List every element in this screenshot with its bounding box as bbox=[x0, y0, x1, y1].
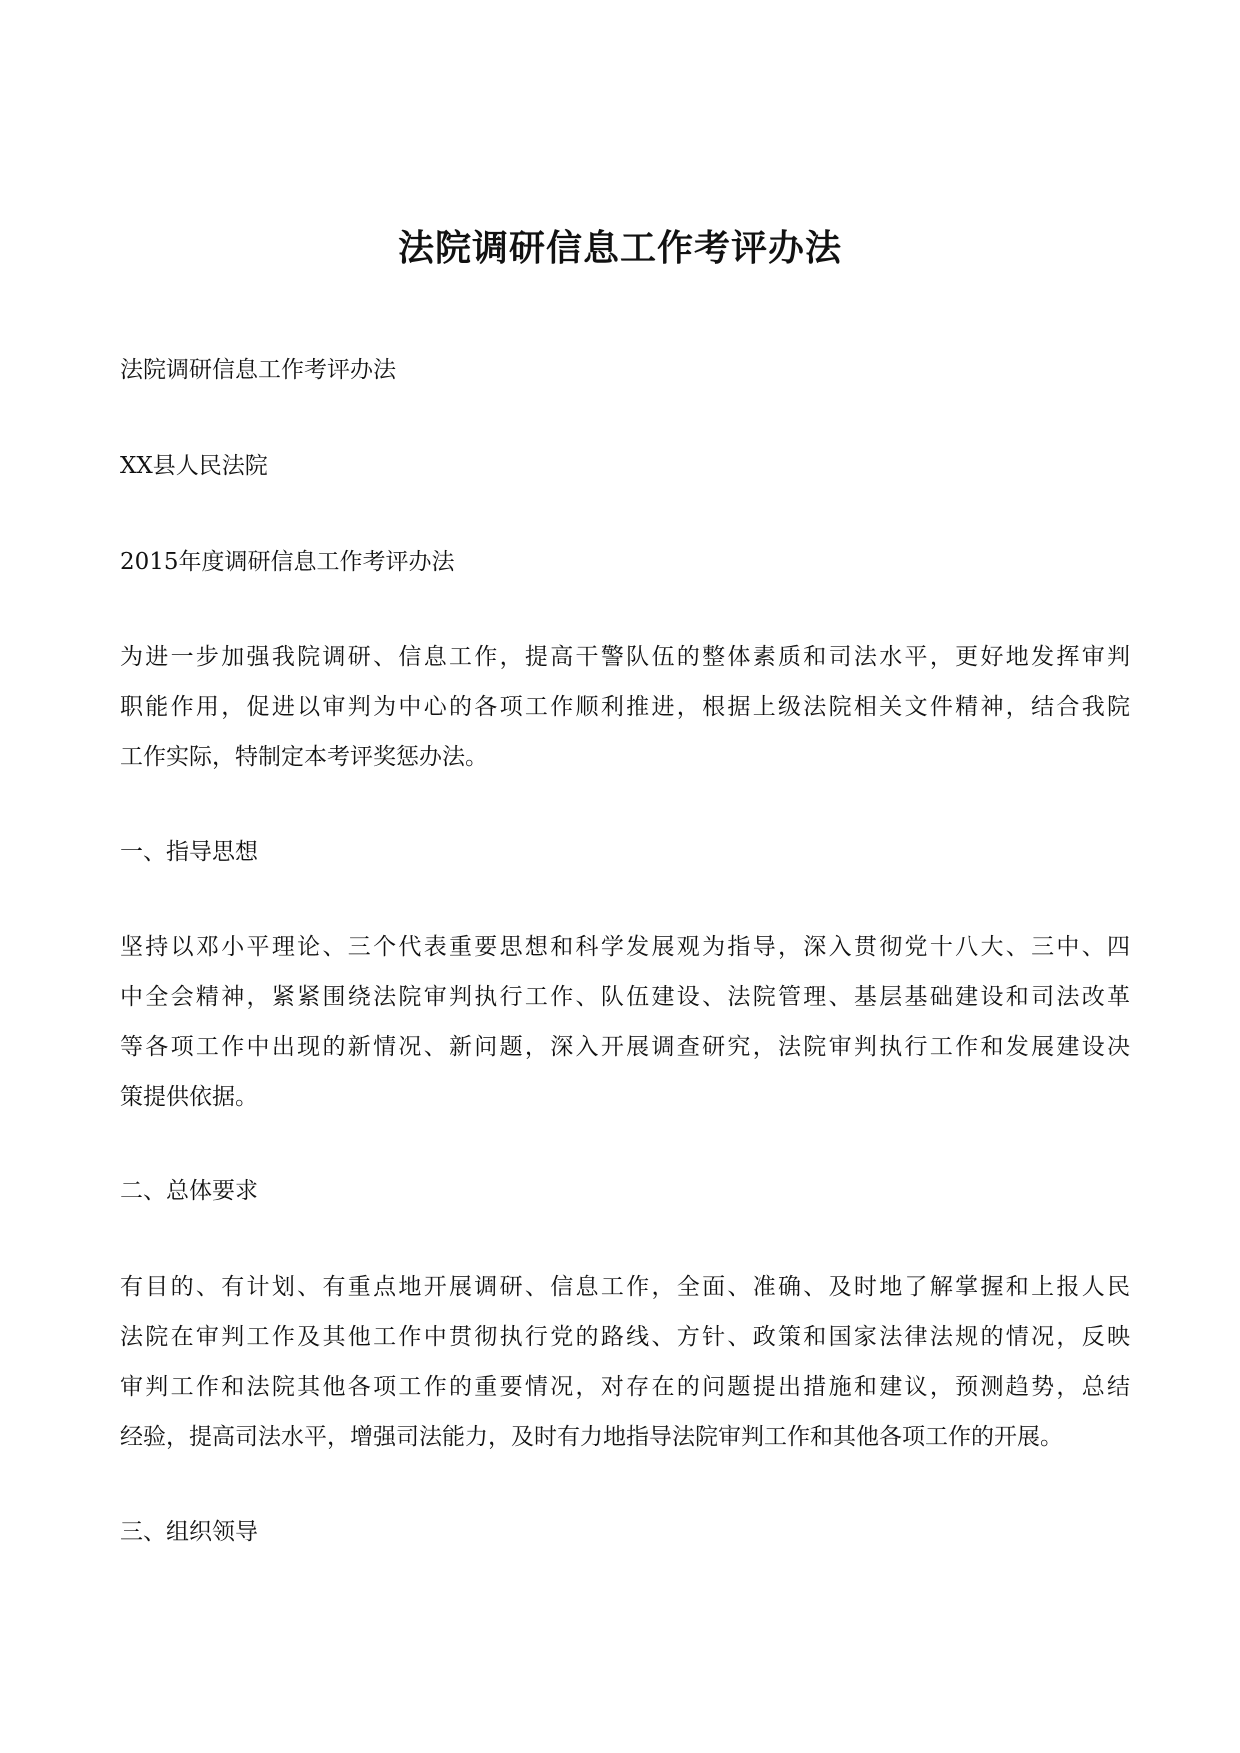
court-name: XX县人民法院 bbox=[120, 453, 268, 479]
section-2-line: 法院在审判工作及其他工作中贯彻执行党的路线、方针、政策和国家法律法规的情况，反映 bbox=[120, 1324, 1130, 1350]
intro-paragraph bbox=[120, 640, 1130, 790]
year-title: 2015年度调研信息工作考评办法 bbox=[120, 549, 455, 575]
section-2-paragraph bbox=[120, 1270, 1130, 1470]
intro-line: 为进一步加强我院调研、信息工作，提高干警队伍的整体素质和司法水平，更好地发挥审判 bbox=[120, 644, 1130, 670]
document-title: 法院调研信息工作考评办法 bbox=[397, 227, 842, 269]
section-1-line: 等各项工作中出现的新情况、新问题，深入开展调查研究，法院审判执行工作和发展建设决 bbox=[120, 1034, 1130, 1060]
section-2-heading: 二、总体要求 bbox=[120, 1178, 258, 1204]
document-subtitle: 法院调研信息工作考评办法 bbox=[120, 357, 396, 383]
section-2-line: 审判工作和法院其他各项工作的重要情况，对存在的问题提出措施和建议，预测趋势，总结 bbox=[120, 1374, 1130, 1400]
intro-line: 工作实际，特制定本考评奖惩办法。 bbox=[120, 744, 488, 770]
section-3-heading: 三、组织领导 bbox=[120, 1519, 258, 1545]
section-1-heading: 一、指导思想 bbox=[120, 839, 258, 865]
section-2-line: 经验，提高司法水平，增强司法能力，及时有力地指导法院审判工作和其他各项工作的开展。 bbox=[120, 1424, 1063, 1450]
section-1-line: 策提供依据。 bbox=[120, 1084, 258, 1110]
section-1-line: 中全会精神，紧紧围绕法院审判执行工作、队伍建设、法院管理、基层基础建设和司法改革 bbox=[120, 984, 1130, 1010]
section-1-paragraph bbox=[120, 930, 1130, 1130]
intro-line: 职能作用，促进以审判为中心的各项工作顺利推进，根据上级法院相关文件精神，结合我院 bbox=[120, 694, 1130, 720]
section-2-line: 有目的、有计划、有重点地开展调研、信息工作，全面、准确、及时地了解掌握和上报人民 bbox=[120, 1274, 1130, 1300]
section-1-line: 坚持以邓小平理论、三个代表重要思想和科学发展观为指导，深入贯彻党十八大、三中、四 bbox=[120, 934, 1130, 960]
